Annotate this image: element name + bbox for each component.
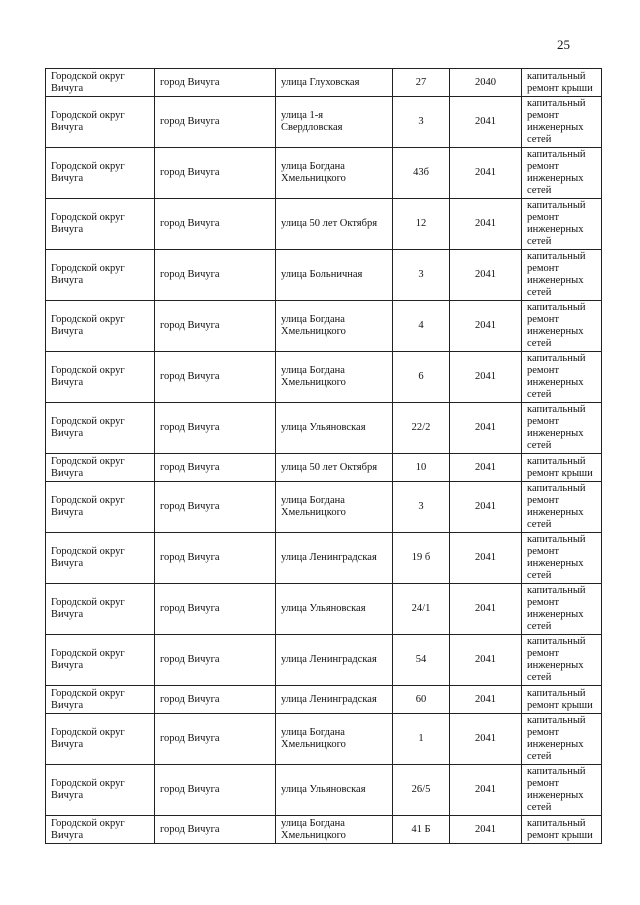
year-cell: 2041 [450, 301, 522, 352]
city-cell: город Вичуга [155, 148, 276, 199]
year-cell: 2041 [450, 352, 522, 403]
house-number-cell: 22/2 [393, 403, 450, 454]
work-type-cell: капитальный ремонт инженерных сетей [522, 97, 602, 148]
work-type-cell: капитальный ремонт инженерных сетей [522, 482, 602, 533]
street-cell: улица Богдана Хмельницкого [276, 352, 393, 403]
city-cell: город Вичуга [155, 765, 276, 816]
street-cell: улица Ульяновская [276, 403, 393, 454]
table-row [46, 686, 602, 714]
work-type-cell: капитальный ремонт крыши [522, 454, 602, 482]
okrug-cell: Городской округ Вичуга [46, 352, 155, 403]
okrug-cell: Городской округ Вичуга [46, 69, 155, 97]
house-number-cell: 43б [393, 148, 450, 199]
table-row [46, 69, 602, 97]
work-type-cell: капитальный ремонт инженерных сетей [522, 352, 602, 403]
city-cell: город Вичуга [155, 301, 276, 352]
table-row [46, 301, 602, 352]
house-number-cell: 19 б [393, 533, 450, 584]
house-number-cell: 27 [393, 69, 450, 97]
house-number-cell: 4 [393, 301, 450, 352]
house-number-cell: 24/1 [393, 584, 450, 635]
city-cell: город Вичуга [155, 533, 276, 584]
city-cell: город Вичуга [155, 97, 276, 148]
year-cell: 2041 [450, 97, 522, 148]
street-cell: улица 50 лет Октября [276, 199, 393, 250]
year-cell: 2041 [450, 250, 522, 301]
table-row [46, 97, 602, 148]
house-number-cell: 60 [393, 686, 450, 714]
street-cell: улица Богдана Хмельницкого [276, 714, 393, 765]
repair-schedule-table [45, 68, 602, 844]
okrug-cell: Городской округ Вичуга [46, 765, 155, 816]
okrug-cell: Городской округ Вичуга [46, 403, 155, 454]
year-cell: 2041 [450, 533, 522, 584]
street-cell: улица Больничная [276, 250, 393, 301]
work-type-cell: капитальный ремонт инженерных сетей [522, 635, 602, 686]
house-number-cell: 3 [393, 482, 450, 533]
city-cell: город Вичуга [155, 403, 276, 454]
house-number-cell: 3 [393, 97, 450, 148]
work-type-cell: капитальный ремонт инженерных сетей [522, 250, 602, 301]
street-cell: улица 50 лет Октября [276, 454, 393, 482]
city-cell: город Вичуга [155, 454, 276, 482]
city-cell: город Вичуга [155, 69, 276, 97]
year-cell: 2041 [450, 635, 522, 686]
table-row [46, 765, 602, 816]
table-body [46, 69, 602, 844]
street-cell: улица Ленинградская [276, 635, 393, 686]
year-cell: 2041 [450, 454, 522, 482]
house-number-cell: 1 [393, 714, 450, 765]
year-cell: 2041 [450, 686, 522, 714]
city-cell: город Вичуга [155, 199, 276, 250]
okrug-cell: Городской округ Вичуга [46, 199, 155, 250]
street-cell: улица Богдана Хмельницкого [276, 482, 393, 533]
okrug-cell: Городской округ Вичуга [46, 714, 155, 765]
table-row [46, 148, 602, 199]
year-cell: 2041 [450, 148, 522, 199]
year-cell: 2041 [450, 199, 522, 250]
okrug-cell: Городской округ Вичуга [46, 454, 155, 482]
city-cell: город Вичуга [155, 482, 276, 533]
house-number-cell: 12 [393, 199, 450, 250]
work-type-cell: капитальный ремонт инженерных сетей [522, 765, 602, 816]
table-row [46, 403, 602, 454]
work-type-cell: капитальный ремонт крыши [522, 69, 602, 97]
city-cell: город Вичуга [155, 635, 276, 686]
year-cell: 2041 [450, 584, 522, 635]
year-cell: 2041 [450, 714, 522, 765]
work-type-cell: капитальный ремонт крыши [522, 816, 602, 844]
city-cell: город Вичуга [155, 352, 276, 403]
street-cell: улица Ленинградская [276, 686, 393, 714]
work-type-cell: капитальный ремонт инженерных сетей [522, 301, 602, 352]
year-cell: 2041 [450, 482, 522, 533]
page-number: 25 [557, 37, 570, 52]
street-cell: улица Ульяновская [276, 765, 393, 816]
year-cell: 2041 [450, 403, 522, 454]
okrug-cell: Городской округ Вичуга [46, 301, 155, 352]
house-number-cell: 3 [393, 250, 450, 301]
table-row [46, 816, 602, 844]
city-cell: город Вичуга [155, 250, 276, 301]
table-row [46, 454, 602, 482]
street-cell: улица Ленинградская [276, 533, 393, 584]
table-row [46, 584, 602, 635]
okrug-cell: Городской округ Вичуга [46, 250, 155, 301]
house-number-cell: 6 [393, 352, 450, 403]
table-row [46, 250, 602, 301]
work-type-cell: капитальный ремонт инженерных сетей [522, 584, 602, 635]
work-type-cell: капитальный ремонт инженерных сетей [522, 199, 602, 250]
city-cell: город Вичуга [155, 714, 276, 765]
street-cell: улица Богдана Хмельницкого [276, 301, 393, 352]
house-number-cell: 26/5 [393, 765, 450, 816]
street-cell: улица Ульяновская [276, 584, 393, 635]
table-row [46, 714, 602, 765]
okrug-cell: Городской округ Вичуга [46, 635, 155, 686]
okrug-cell: Городской округ Вичуга [46, 686, 155, 714]
work-type-cell: капитальный ремонт инженерных сетей [522, 403, 602, 454]
okrug-cell: Городской округ Вичуга [46, 148, 155, 199]
okrug-cell: Городской округ Вичуга [46, 816, 155, 844]
table-row [46, 533, 602, 584]
table-row [46, 352, 602, 403]
work-type-cell: капитальный ремонт инженерных сетей [522, 148, 602, 199]
work-type-cell: капитальный ремонт инженерных сетей [522, 533, 602, 584]
okrug-cell: Городской округ Вичуга [46, 482, 155, 533]
year-cell: 2041 [450, 765, 522, 816]
work-type-cell: капитальный ремонт инженерных сетей [522, 714, 602, 765]
house-number-cell: 10 [393, 454, 450, 482]
year-cell: 2041 [450, 816, 522, 844]
house-number-cell: 54 [393, 635, 450, 686]
street-cell: улица 1-я Свердловская [276, 97, 393, 148]
table-row [46, 199, 602, 250]
city-cell: город Вичуга [155, 816, 276, 844]
city-cell: город Вичуга [155, 686, 276, 714]
street-cell: улица Глуховская [276, 69, 393, 97]
street-cell: улица Богдана Хмельницкого [276, 148, 393, 199]
okrug-cell: Городской округ Вичуга [46, 533, 155, 584]
table-row [46, 482, 602, 533]
year-cell: 2040 [450, 69, 522, 97]
city-cell: город Вичуга [155, 584, 276, 635]
house-number-cell: 41 Б [393, 816, 450, 844]
okrug-cell: Городской округ Вичуга [46, 97, 155, 148]
table-row [46, 635, 602, 686]
work-type-cell: капитальный ремонт крыши [522, 686, 602, 714]
street-cell: улица Богдана Хмельницкого [276, 816, 393, 844]
okrug-cell: Городской округ Вичуга [46, 584, 155, 635]
